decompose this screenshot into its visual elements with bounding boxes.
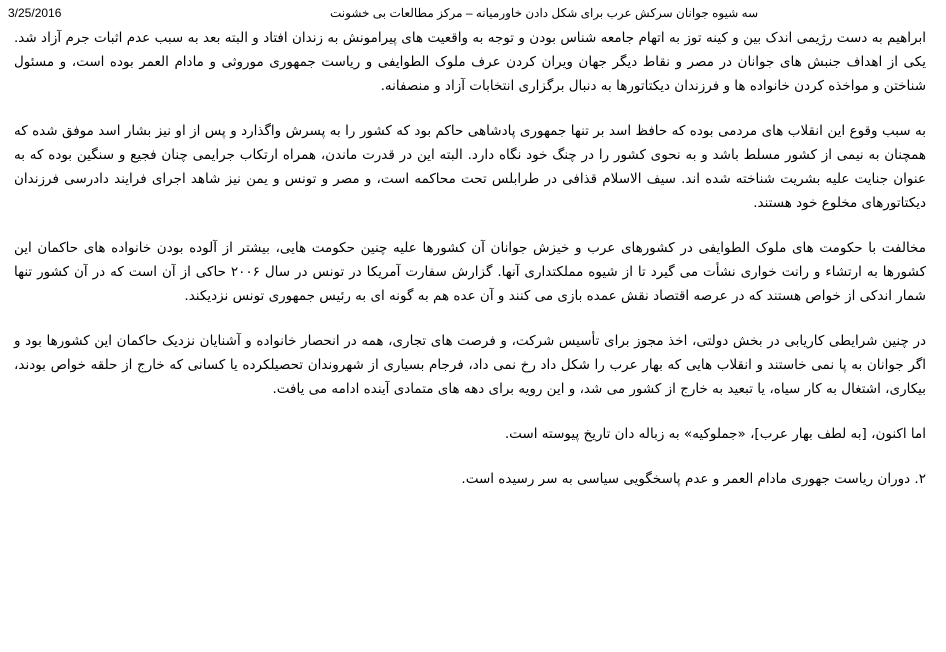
page-header	[0, 4, 946, 24]
article-body	[14, 26, 926, 491]
print-date: 3/25/2016	[8, 6, 62, 20]
paragraph: ۲. دوران ریاست جهوری مادام العمر و عدم پاسخگویی سیاسی به سر رسیده است.	[461, 471, 926, 487]
article-title: سه شیوه جوانان سرکش عرب برای شکل دادن خاورمیانه – مرکز مطالعات بی خشونت	[330, 6, 759, 20]
paragraph: ابراهیم به دست رژیمی اندک بین و کینه توز به اتهام جامعه شناس بودن و توجه به واقعیت های پیرامونش به زندان افتاد و البته بعد به سبب عدم اثبات جرم آزاد شد. یکی از اهداف جنبش های جوانان در مصر و نقاط دیگر جهان ویران کردن عرف ملوک الطوایفی و ریاست جمهوری موروثی و مادام العمر بوده است، و مسئول شناختن و مواخذه کردن خانواده ها و فرزندان دیکتاتورها به دنبال برگزاری انتخابات آزاد و منصفانه.	[14, 30, 926, 94]
paragraph: اما اکنون، [به لطف بهار عرب]، «جملوکیه» به زباله دان تاریخ پیوسته است.	[504, 426, 926, 442]
paragraph: در چنین شرایطی کاریابی در بخش دولتی، اخذ مجوز برای تأسیس شرکت، و فرصت های تجاری، همه در انحصار خانواده و آشنایان نزدیک حاکمان این کشورها بود و اگر جوانان به پا نمی خاستند و انقلاب هایی که بهار عرب را شکل داد رخ نمی داد، فرجام بسیاری از شهروندان تحصیلکرده یا کسانی که خارج از حلقه خواص بودند، بیکاری، اشتغال به کار سیاه، یا تبعید به خارج از کشور می شد، و این رویه برای دهه های متمادی آینده ادامه می یافت.	[14, 333, 926, 397]
paragraph: به سبب وقوع این انقلاب های مردمی بوده که حافظ اسد بر تنها جمهوری پادشاهی حاکم بود که کشور را به پسرش واگذارد و پس از او نیز بشار اسد موفق شده که همچنان به نیمی از کشور مسلط باشد و به نحوی کشور را در چنگ خود نگاه دارد. البته این در قدرت ماندن، همراه ارتکاب جرایمی چنان فجیع و سنگین بوده که به عنوان جنایت علیه بشریت شناخته شده اند. سیف الاسلام قذافی در طرابلس تحت محاکمه است، و مصر و تونس و یمن نیز شاهد اجرای فرایند دادرسی فرزندان دیکتاتورهای مخلوع خود هستند.	[14, 123, 926, 211]
paragraph: مخالفت با حکومت های ملوک الطوایفی در کشورهای عرب و خیزش جوانان آن کشورها علیه چنین حکومت هایی، بیشتر از آلوده بودن خانواده های حاکمان این کشورها به ارتشاء و رانت خواری نشأت می گیرد تا از شیوه مملکتداری آنها. گزارش سفارت آمریکا در تونس در سال ۲۰۰۶ حاکی از آن است که در آن کشور تنها شمار اندکی از خواص هستند که در عرصه اقتصاد نقش عمده بازی می کنند و آن عده هم به گونه ای به رئیس جمهوری تونس نزدیکند.	[14, 240, 927, 304]
